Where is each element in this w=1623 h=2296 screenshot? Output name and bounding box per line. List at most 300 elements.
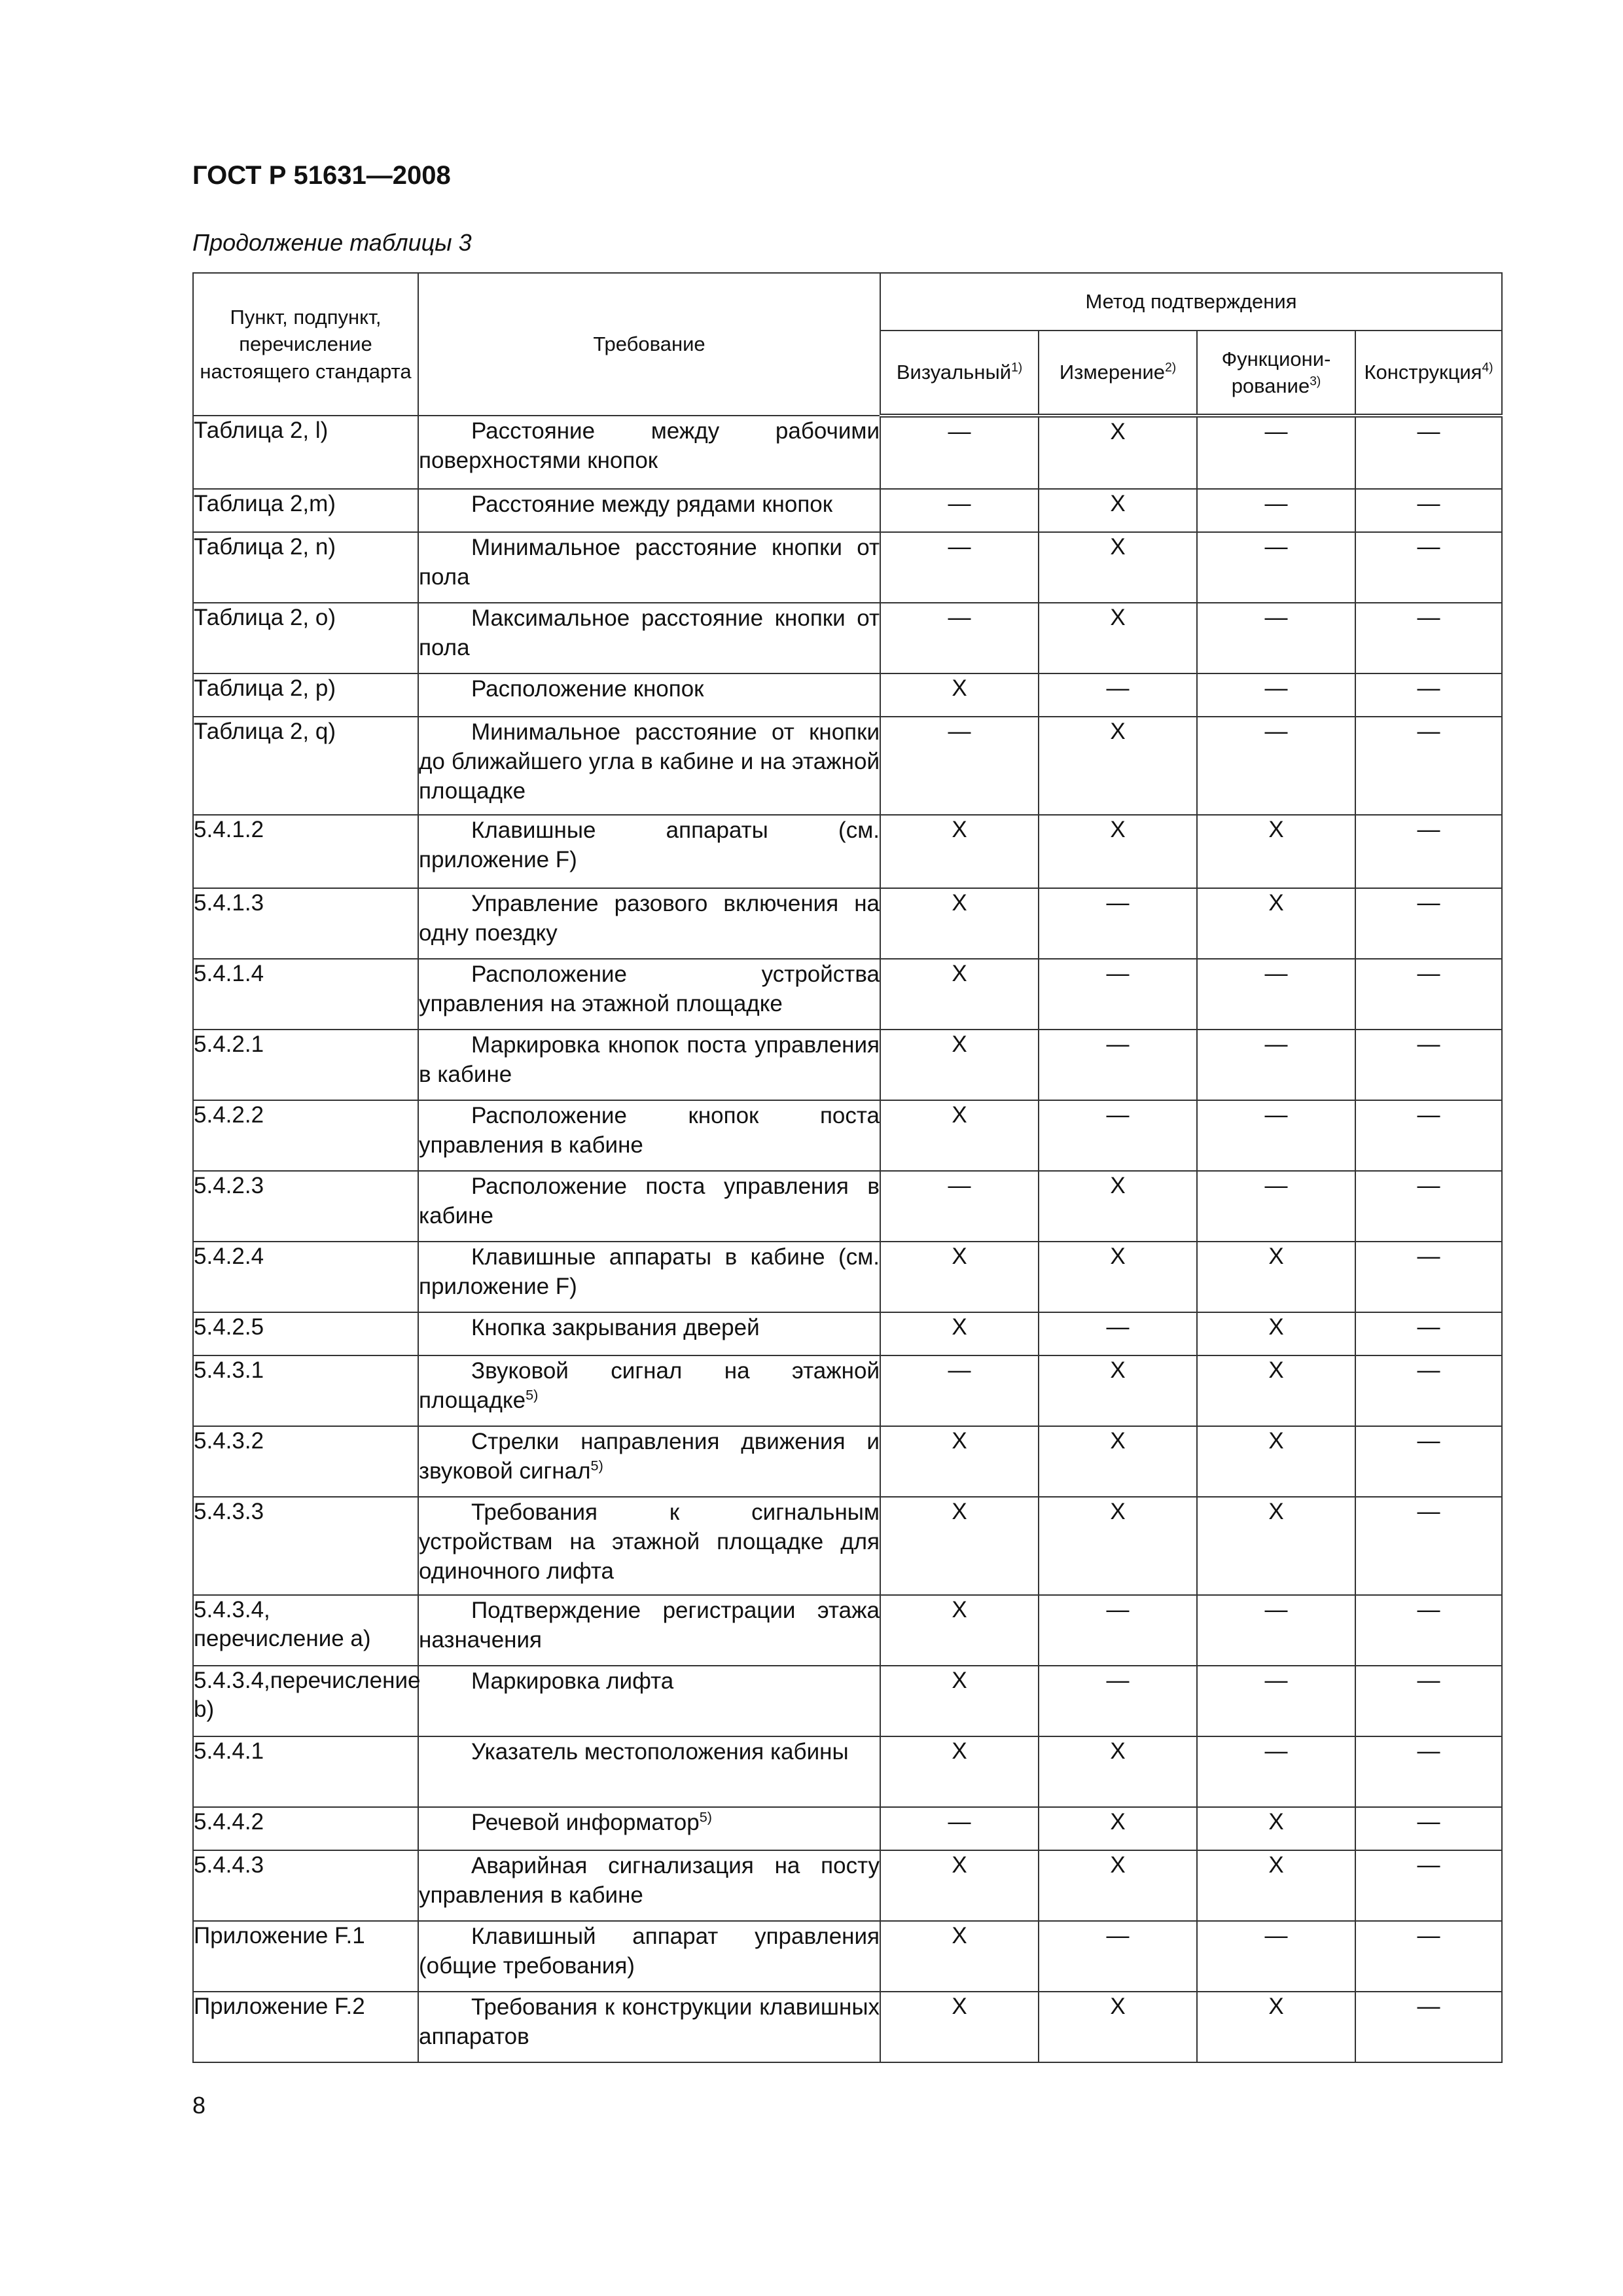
- dash-mark: —: [1264, 1923, 1288, 1948]
- mark-measurement: [1039, 1666, 1197, 1736]
- table-row: [193, 1312, 1502, 1355]
- check-mark: X: [1268, 1314, 1284, 1340]
- cell-item: Таблица 2, n): [193, 532, 418, 603]
- requirement-text: Маркировка кнопок поста управления в кабине: [419, 1032, 880, 1087]
- table-row: [193, 1992, 1502, 2062]
- requirement-text: Расположение кнопок: [471, 676, 704, 702]
- mark-functioning: [1197, 673, 1355, 717]
- check-mark: X: [1268, 1994, 1284, 2019]
- mark-construction: [1355, 1497, 1502, 1595]
- cell-requirement: [418, 1242, 880, 1312]
- cell-item: 5.4.4.1: [193, 1736, 418, 1807]
- dash-mark: —: [1417, 1031, 1440, 1057]
- cell-requirement: [418, 1807, 880, 1850]
- cell-item: Таблица 2, q): [193, 717, 418, 815]
- dash-mark: —: [1264, 491, 1288, 516]
- dash-mark: —: [1417, 1314, 1440, 1340]
- check-mark: X: [1268, 1499, 1284, 1524]
- check-mark: X: [1268, 1244, 1284, 1269]
- cell-item: 5.4.3.3: [193, 1497, 418, 1595]
- requirement-text: Требования к конструкции клавишных аппаратов: [419, 1994, 880, 2049]
- dash-mark: —: [1417, 1244, 1440, 1269]
- table-row: [193, 1666, 1502, 1736]
- check-mark: X: [1110, 1244, 1126, 1269]
- mark-construction: [1355, 1171, 1502, 1242]
- table-row: [193, 1242, 1502, 1312]
- check-mark: X: [952, 1314, 967, 1340]
- dash-mark: —: [1106, 1923, 1130, 1948]
- requirement-text: Расстояние между рабочими поверхностями кнопок: [419, 418, 880, 473]
- cell-requirement: [418, 489, 880, 532]
- check-mark: X: [1110, 719, 1126, 744]
- mark-visual: [880, 1242, 1039, 1312]
- mark-visual: [880, 1736, 1039, 1807]
- cell-item: 5.4.2.2: [193, 1100, 418, 1171]
- mark-construction: [1355, 532, 1502, 603]
- check-mark: X: [1110, 1357, 1126, 1383]
- mark-functioning: [1197, 1312, 1355, 1355]
- mark-measurement: [1039, 1030, 1197, 1100]
- check-mark: X: [952, 961, 967, 986]
- mark-construction: [1355, 959, 1502, 1030]
- mark-measurement: [1039, 1595, 1197, 1666]
- dash-mark: —: [1417, 1428, 1440, 1454]
- mark-visual: [880, 1030, 1039, 1100]
- header-item: Пункт, подпункт, перечисление настоящего стандарта: [193, 273, 418, 416]
- mark-visual: [880, 1312, 1039, 1355]
- mark-functioning: [1197, 1355, 1355, 1426]
- check-mark: X: [952, 1923, 967, 1948]
- dash-mark: —: [1106, 890, 1130, 916]
- mark-visual: [880, 1595, 1039, 1666]
- dash-mark: —: [1106, 1102, 1130, 1128]
- cell-item: 5.4.2.1: [193, 1030, 418, 1100]
- mark-construction: [1355, 1312, 1502, 1355]
- document-code: ГОСТ Р 51631—2008: [192, 161, 451, 190]
- mark-measurement: [1039, 1426, 1197, 1497]
- table-row: [193, 1921, 1502, 1992]
- mark-functioning: [1197, 416, 1355, 489]
- header-method-functioning: Функциони-рование$^{3)}$: [1197, 331, 1355, 416]
- table-row: [193, 1595, 1502, 1666]
- dash-mark: —: [1417, 1173, 1440, 1198]
- mark-functioning: [1197, 959, 1355, 1030]
- check-mark: X: [952, 1244, 967, 1269]
- requirement-text: Максимальное расстояние кнопки от пола: [419, 605, 880, 660]
- dash-mark: —: [1417, 1499, 1440, 1524]
- mark-visual: [880, 888, 1039, 959]
- mark-visual: [880, 673, 1039, 717]
- check-mark: X: [952, 1668, 967, 1693]
- mark-construction: [1355, 1242, 1502, 1312]
- mark-visual: [880, 815, 1039, 888]
- requirement-text: Расположение поста управления в кабине: [419, 1174, 880, 1229]
- cell-item: Таблица 2, p): [193, 673, 418, 717]
- check-mark: X: [1268, 1357, 1284, 1383]
- mark-construction: [1355, 416, 1502, 489]
- cell-item: 5.4.3.4, перечисление a): [193, 1595, 418, 1666]
- table-row: [193, 1807, 1502, 1850]
- cell-item: 5.4.2.5: [193, 1312, 418, 1355]
- table-row: [193, 603, 1502, 673]
- table-row: [193, 1171, 1502, 1242]
- check-mark: X: [1268, 890, 1284, 916]
- mark-functioning: [1197, 1171, 1355, 1242]
- dash-mark: —: [1417, 491, 1440, 516]
- check-mark: X: [1268, 1428, 1284, 1454]
- check-mark: X: [952, 1031, 967, 1057]
- mark-measurement: [1039, 603, 1197, 673]
- dash-mark: —: [1264, 961, 1288, 986]
- mark-measurement: [1039, 1355, 1197, 1426]
- table-row: [193, 1736, 1502, 1807]
- dash-mark: —: [1264, 1597, 1288, 1623]
- table-row: [193, 1850, 1502, 1921]
- dash-mark: —: [1417, 1357, 1440, 1383]
- dash-mark: —: [1264, 1031, 1288, 1057]
- cell-requirement: [418, 815, 880, 888]
- check-mark: X: [1110, 1994, 1126, 2019]
- mark-functioning: [1197, 717, 1355, 815]
- cell-requirement: [418, 416, 880, 489]
- mark-visual: [880, 603, 1039, 673]
- table-row: [193, 416, 1502, 489]
- header-method: Метод подтверждения: [880, 273, 1502, 331]
- dash-mark: —: [1106, 675, 1130, 701]
- dash-mark: —: [1417, 1597, 1440, 1623]
- cell-requirement: [418, 959, 880, 1030]
- requirement-text: Клавишный аппарат управления (общие требования): [419, 1924, 880, 1979]
- table-row: [193, 489, 1502, 532]
- dash-mark: —: [1264, 1738, 1288, 1764]
- mark-construction: [1355, 1921, 1502, 1992]
- requirement-text: Расположение кнопок поста управления в кабине: [419, 1103, 880, 1158]
- check-mark: X: [1110, 1852, 1126, 1878]
- check-mark: X: [952, 1852, 967, 1878]
- check-mark: X: [1110, 1738, 1126, 1764]
- footnote-ref: 5): [699, 1808, 712, 1825]
- mark-functioning: [1197, 888, 1355, 959]
- dash-mark: —: [1264, 719, 1288, 744]
- mark-measurement: [1039, 1921, 1197, 1992]
- cell-requirement: [418, 1736, 880, 1807]
- mark-measurement: [1039, 416, 1197, 489]
- cell-item: 5.4.1.4: [193, 959, 418, 1030]
- cell-item: 5.4.4.2: [193, 1807, 418, 1850]
- mark-measurement: [1039, 1736, 1197, 1807]
- cell-requirement: [418, 1171, 880, 1242]
- dash-mark: —: [1417, 1852, 1440, 1878]
- dash-mark: —: [1417, 1809, 1440, 1835]
- dash-mark: —: [948, 1357, 971, 1383]
- mark-functioning: [1197, 1426, 1355, 1497]
- mark-construction: [1355, 489, 1502, 532]
- mark-functioning: [1197, 1921, 1355, 1992]
- requirement-text: Клавишные аппараты (см. приложение F): [419, 817, 880, 872]
- dash-mark: —: [948, 534, 971, 560]
- table-row: [193, 1497, 1502, 1595]
- cell-item: 5.4.1.2: [193, 815, 418, 888]
- mark-visual: [880, 1497, 1039, 1595]
- check-mark: X: [1110, 534, 1126, 560]
- dash-mark: —: [948, 1173, 971, 1198]
- mark-visual: [880, 1921, 1039, 1992]
- mark-functioning: [1197, 1736, 1355, 1807]
- mark-construction: [1355, 1030, 1502, 1100]
- cell-item: 5.4.4.3: [193, 1850, 418, 1921]
- table-row: [193, 1100, 1502, 1171]
- check-mark: X: [1110, 817, 1126, 842]
- check-mark: X: [1110, 1173, 1126, 1198]
- dash-mark: —: [1106, 1668, 1130, 1693]
- mark-visual: [880, 1426, 1039, 1497]
- table-row: [193, 888, 1502, 959]
- requirement-text: Управление разового включения на одну поездку: [419, 891, 880, 946]
- cell-requirement: [418, 1426, 880, 1497]
- check-mark: X: [1110, 1499, 1126, 1524]
- table-row: [193, 1355, 1502, 1426]
- mark-measurement: [1039, 1807, 1197, 1850]
- footnote-ref: 5): [590, 1457, 603, 1474]
- requirement-text: Требования к сигнальным устройствам на этажной площадке для одиночного лифта: [419, 1499, 880, 1584]
- mark-measurement: [1039, 1850, 1197, 1921]
- mark-construction: [1355, 815, 1502, 888]
- mark-functioning: [1197, 1992, 1355, 2062]
- mark-visual: [880, 1850, 1039, 1921]
- table-caption: Продолжение таблицы 3: [192, 229, 472, 256]
- dash-mark: —: [1106, 1314, 1130, 1340]
- mark-visual: [880, 1992, 1039, 2062]
- mark-construction: [1355, 1100, 1502, 1171]
- requirement-text: Звуковой сигнал на этажной площадке: [419, 1358, 880, 1413]
- cell-requirement: [418, 532, 880, 603]
- requirement-text: Стрелки направления движения и звуковой сигнал: [419, 1429, 880, 1484]
- mark-construction: [1355, 1736, 1502, 1807]
- mark-measurement: [1039, 1242, 1197, 1312]
- header-method-construction: Конструкция$^{4)}$: [1355, 331, 1502, 416]
- requirement-text: Кнопка закрывания дверей: [471, 1315, 760, 1340]
- footnote-ref: 5): [526, 1386, 539, 1403]
- requirement-text: Расположение устройства управления на этажной площадке: [419, 961, 880, 1016]
- mark-construction: [1355, 1355, 1502, 1426]
- mark-visual: [880, 1100, 1039, 1171]
- mark-functioning: [1197, 815, 1355, 888]
- dash-mark: —: [1264, 419, 1288, 444]
- mark-measurement: [1039, 1171, 1197, 1242]
- mark-measurement: [1039, 959, 1197, 1030]
- requirement-text: Указатель местоположения кабины: [471, 1739, 849, 1765]
- check-mark: X: [952, 890, 967, 916]
- check-mark: X: [1268, 817, 1284, 842]
- cell-requirement: [418, 1355, 880, 1426]
- dash-mark: —: [948, 419, 971, 444]
- table-row: [193, 815, 1502, 888]
- mark-functioning: [1197, 1242, 1355, 1312]
- cell-requirement: [418, 1921, 880, 1992]
- cell-item: Приложение F.1: [193, 1921, 418, 1992]
- mark-functioning: [1197, 603, 1355, 673]
- table-row: [193, 532, 1502, 603]
- requirement-text: Минимальное расстояние от кнопки до ближайшего угла в кабине и на этажной площадке: [419, 719, 880, 804]
- requirement-text: Подтверждение регистрации этажа назначения: [419, 1598, 880, 1653]
- mark-measurement: [1039, 489, 1197, 532]
- check-mark: X: [952, 1597, 967, 1623]
- mark-measurement: [1039, 888, 1197, 959]
- table-row: [193, 959, 1502, 1030]
- cell-requirement: [418, 1850, 880, 1921]
- dash-mark: —: [1417, 890, 1440, 916]
- mark-measurement: [1039, 532, 1197, 603]
- mark-visual: [880, 1666, 1039, 1736]
- dash-mark: —: [948, 719, 971, 744]
- mark-functioning: [1197, 1850, 1355, 1921]
- cell-requirement: [418, 1595, 880, 1666]
- mark-functioning: [1197, 1807, 1355, 1850]
- dash-mark: —: [1417, 817, 1440, 842]
- mark-construction: [1355, 1426, 1502, 1497]
- mark-visual: [880, 416, 1039, 489]
- check-mark: X: [952, 1428, 967, 1454]
- dash-mark: —: [1417, 1668, 1440, 1693]
- dash-mark: —: [1264, 1668, 1288, 1693]
- mark-functioning: [1197, 1595, 1355, 1666]
- check-mark: X: [952, 675, 967, 701]
- mark-visual: [880, 1355, 1039, 1426]
- mark-construction: [1355, 1666, 1502, 1736]
- mark-measurement: [1039, 815, 1197, 888]
- mark-construction: [1355, 1595, 1502, 1666]
- dash-mark: —: [1264, 534, 1288, 560]
- check-mark: X: [952, 1994, 967, 2019]
- dash-mark: —: [1106, 1031, 1130, 1057]
- dash-mark: —: [948, 605, 971, 630]
- table-row: [193, 1426, 1502, 1497]
- mark-measurement: [1039, 1992, 1197, 2062]
- dash-mark: —: [1417, 719, 1440, 744]
- mark-measurement: [1039, 1100, 1197, 1171]
- check-mark: X: [952, 1499, 967, 1524]
- cell-item: 5.4.2.4: [193, 1242, 418, 1312]
- dash-mark: —: [948, 491, 971, 516]
- mark-functioning: [1197, 1497, 1355, 1595]
- mark-construction: [1355, 673, 1502, 717]
- requirement-text: Расстояние между рядами кнопок: [471, 492, 833, 517]
- check-mark: X: [1110, 419, 1126, 444]
- check-mark: X: [1110, 605, 1126, 630]
- check-mark: X: [952, 817, 967, 842]
- mark-measurement: [1039, 717, 1197, 815]
- mark-visual: [880, 489, 1039, 532]
- check-mark: X: [952, 1738, 967, 1764]
- cell-item: 5.4.2.3: [193, 1171, 418, 1242]
- mark-construction: [1355, 1992, 1502, 2062]
- page-number: 8: [192, 2092, 206, 2119]
- cell-item: 5.4.3.1: [193, 1355, 418, 1426]
- cell-item: Таблица 2,m): [193, 489, 418, 532]
- check-mark: X: [1110, 1809, 1126, 1835]
- dash-mark: —: [1106, 1597, 1130, 1623]
- check-mark: X: [1110, 1428, 1126, 1454]
- dash-mark: —: [1264, 675, 1288, 701]
- cell-item: Приложение F.2: [193, 1992, 418, 2062]
- dash-mark: —: [1264, 1102, 1288, 1128]
- dash-mark: —: [1106, 961, 1130, 986]
- cell-item: 5.4.3.4,перечисление b): [193, 1666, 418, 1736]
- cell-item: 5.4.3.2: [193, 1426, 418, 1497]
- mark-construction: [1355, 603, 1502, 673]
- dash-mark: —: [1417, 1923, 1440, 1948]
- dash-mark: —: [1417, 419, 1440, 444]
- cell-requirement: [418, 1666, 880, 1736]
- header-method-visual: Визуальный$^{1)}$: [880, 331, 1039, 416]
- cell-requirement: [418, 603, 880, 673]
- mark-functioning: [1197, 1666, 1355, 1736]
- header-requirement: Требование: [418, 273, 880, 416]
- check-mark: X: [1110, 491, 1126, 516]
- header-method-measurement: Измерение$^{2)}$: [1039, 331, 1197, 416]
- table-row: [193, 1030, 1502, 1100]
- cell-requirement: [418, 717, 880, 815]
- check-mark: X: [1268, 1852, 1284, 1878]
- check-mark: X: [1268, 1809, 1284, 1835]
- dash-mark: —: [1417, 675, 1440, 701]
- confirmation-method-table: [192, 272, 1503, 2063]
- dash-mark: —: [1417, 605, 1440, 630]
- cell-requirement: [418, 673, 880, 717]
- requirement-text: Клавишные аппараты в кабине (см. приложение F): [419, 1244, 880, 1299]
- requirement-text: Маркировка лифта: [471, 1668, 674, 1694]
- mark-visual: [880, 717, 1039, 815]
- cell-item: Таблица 2, l): [193, 416, 418, 489]
- mark-visual: [880, 1171, 1039, 1242]
- mark-construction: [1355, 717, 1502, 815]
- mark-measurement: [1039, 673, 1197, 717]
- requirement-text: Речевой информатор: [471, 1810, 700, 1835]
- dash-mark: —: [1264, 1173, 1288, 1198]
- mark-construction: [1355, 888, 1502, 959]
- mark-visual: [880, 1807, 1039, 1850]
- cell-requirement: [418, 1312, 880, 1355]
- mark-visual: [880, 959, 1039, 1030]
- cell-item: Таблица 2, o): [193, 603, 418, 673]
- mark-measurement: [1039, 1497, 1197, 1595]
- mark-functioning: [1197, 1030, 1355, 1100]
- dash-mark: —: [948, 1809, 971, 1835]
- dash-mark: —: [1417, 1738, 1440, 1764]
- mark-functioning: [1197, 489, 1355, 532]
- mark-functioning: [1197, 1100, 1355, 1171]
- mark-construction: [1355, 1850, 1502, 1921]
- requirement-text: Минимальное расстояние кнопки от пола: [419, 535, 880, 590]
- mark-visual: [880, 532, 1039, 603]
- table-row: [193, 717, 1502, 815]
- table-body: [193, 416, 1502, 2062]
- requirement-text: Аварийная сигнализация на посту управления в кабине: [419, 1853, 880, 1908]
- cell-requirement: [418, 1497, 880, 1595]
- mark-functioning: [1197, 532, 1355, 603]
- cell-requirement: [418, 1100, 880, 1171]
- dash-mark: —: [1417, 961, 1440, 986]
- dash-mark: —: [1417, 1994, 1440, 2019]
- cell-requirement: [418, 1992, 880, 2062]
- mark-measurement: [1039, 1312, 1197, 1355]
- dash-mark: —: [1417, 534, 1440, 560]
- cell-item: 5.4.1.3: [193, 888, 418, 959]
- table-row: [193, 673, 1502, 717]
- dash-mark: —: [1264, 605, 1288, 630]
- mark-construction: [1355, 1807, 1502, 1850]
- dash-mark: —: [1417, 1102, 1440, 1128]
